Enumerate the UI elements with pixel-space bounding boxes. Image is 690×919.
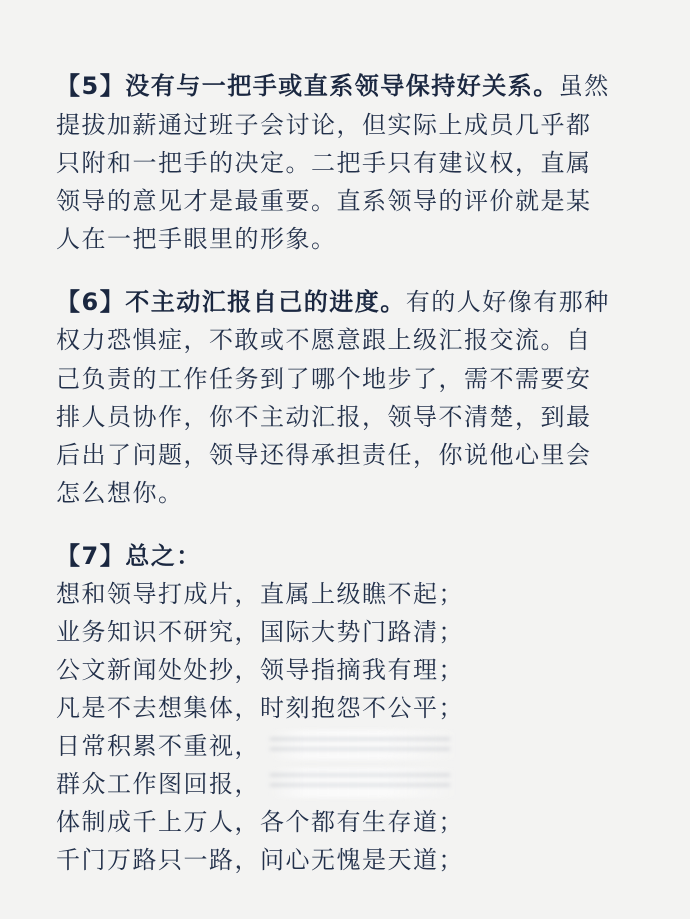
section-5-line: 只附和一把手的决定。二把手只有建议权，直属 (56, 149, 592, 177)
redacted-region (270, 730, 460, 760)
section-6-heading: 【6】不主动汇报自己的进度。 (56, 288, 406, 316)
section-7-heading: 【7】总之： (56, 542, 202, 570)
section-7-line: 日常积累不重视， (56, 732, 260, 760)
section-5-heading: 【5】没有与一把手或直系领导保持好关系。 (56, 72, 559, 100)
redacted-region (270, 768, 460, 798)
section-5-first-line-tail: 虽然 (558, 72, 610, 100)
section-7-line: 凡是不去想集体，时刻抱怨不公平； (56, 694, 464, 722)
section-7-line: 千门万路只一路，问心无愧是天道； (56, 846, 464, 874)
section-5-line: 领导的意见才是最重要。直系领导的评价就是某 (56, 187, 592, 215)
section-7-line: 群众工作图回报， (56, 770, 260, 798)
section-6-line: 己负责的工作任务到了哪个地步了，需不需要安 (56, 365, 592, 393)
section-6-line: 权力恐惧症，不敢或不愿意跟上级汇报交流。自 (56, 326, 592, 354)
section-7-line: 想和领导打成片，直属上级瞧不起； (56, 580, 464, 608)
section-7-line: 体制成千上万人，各个都有生存道； (56, 808, 464, 836)
section-5-first-line (56, 70, 610, 102)
section-6-first-line (56, 286, 610, 318)
section-7-line: 公文新闻处处抄，领导指摘我有理； (56, 656, 464, 684)
section-6-first-line-tail: 有的人好像有那种 (405, 288, 610, 316)
section-7-line: 业务知识不研究，国际大势门路清； (56, 618, 464, 646)
section-5-line: 提拔加薪通过班子会讨论，但实际上成员几乎都 (56, 111, 592, 139)
section-6-line: 后出了问题，领导还得承担责任，你说他心里会 (56, 441, 592, 469)
section-6-line: 排人员协作，你不主动汇报，领导不清楚，到最 (56, 403, 592, 431)
section-5-line: 人在一把手眼里的形象。 (56, 225, 337, 253)
section-6-line: 怎么想你。 (56, 479, 184, 507)
